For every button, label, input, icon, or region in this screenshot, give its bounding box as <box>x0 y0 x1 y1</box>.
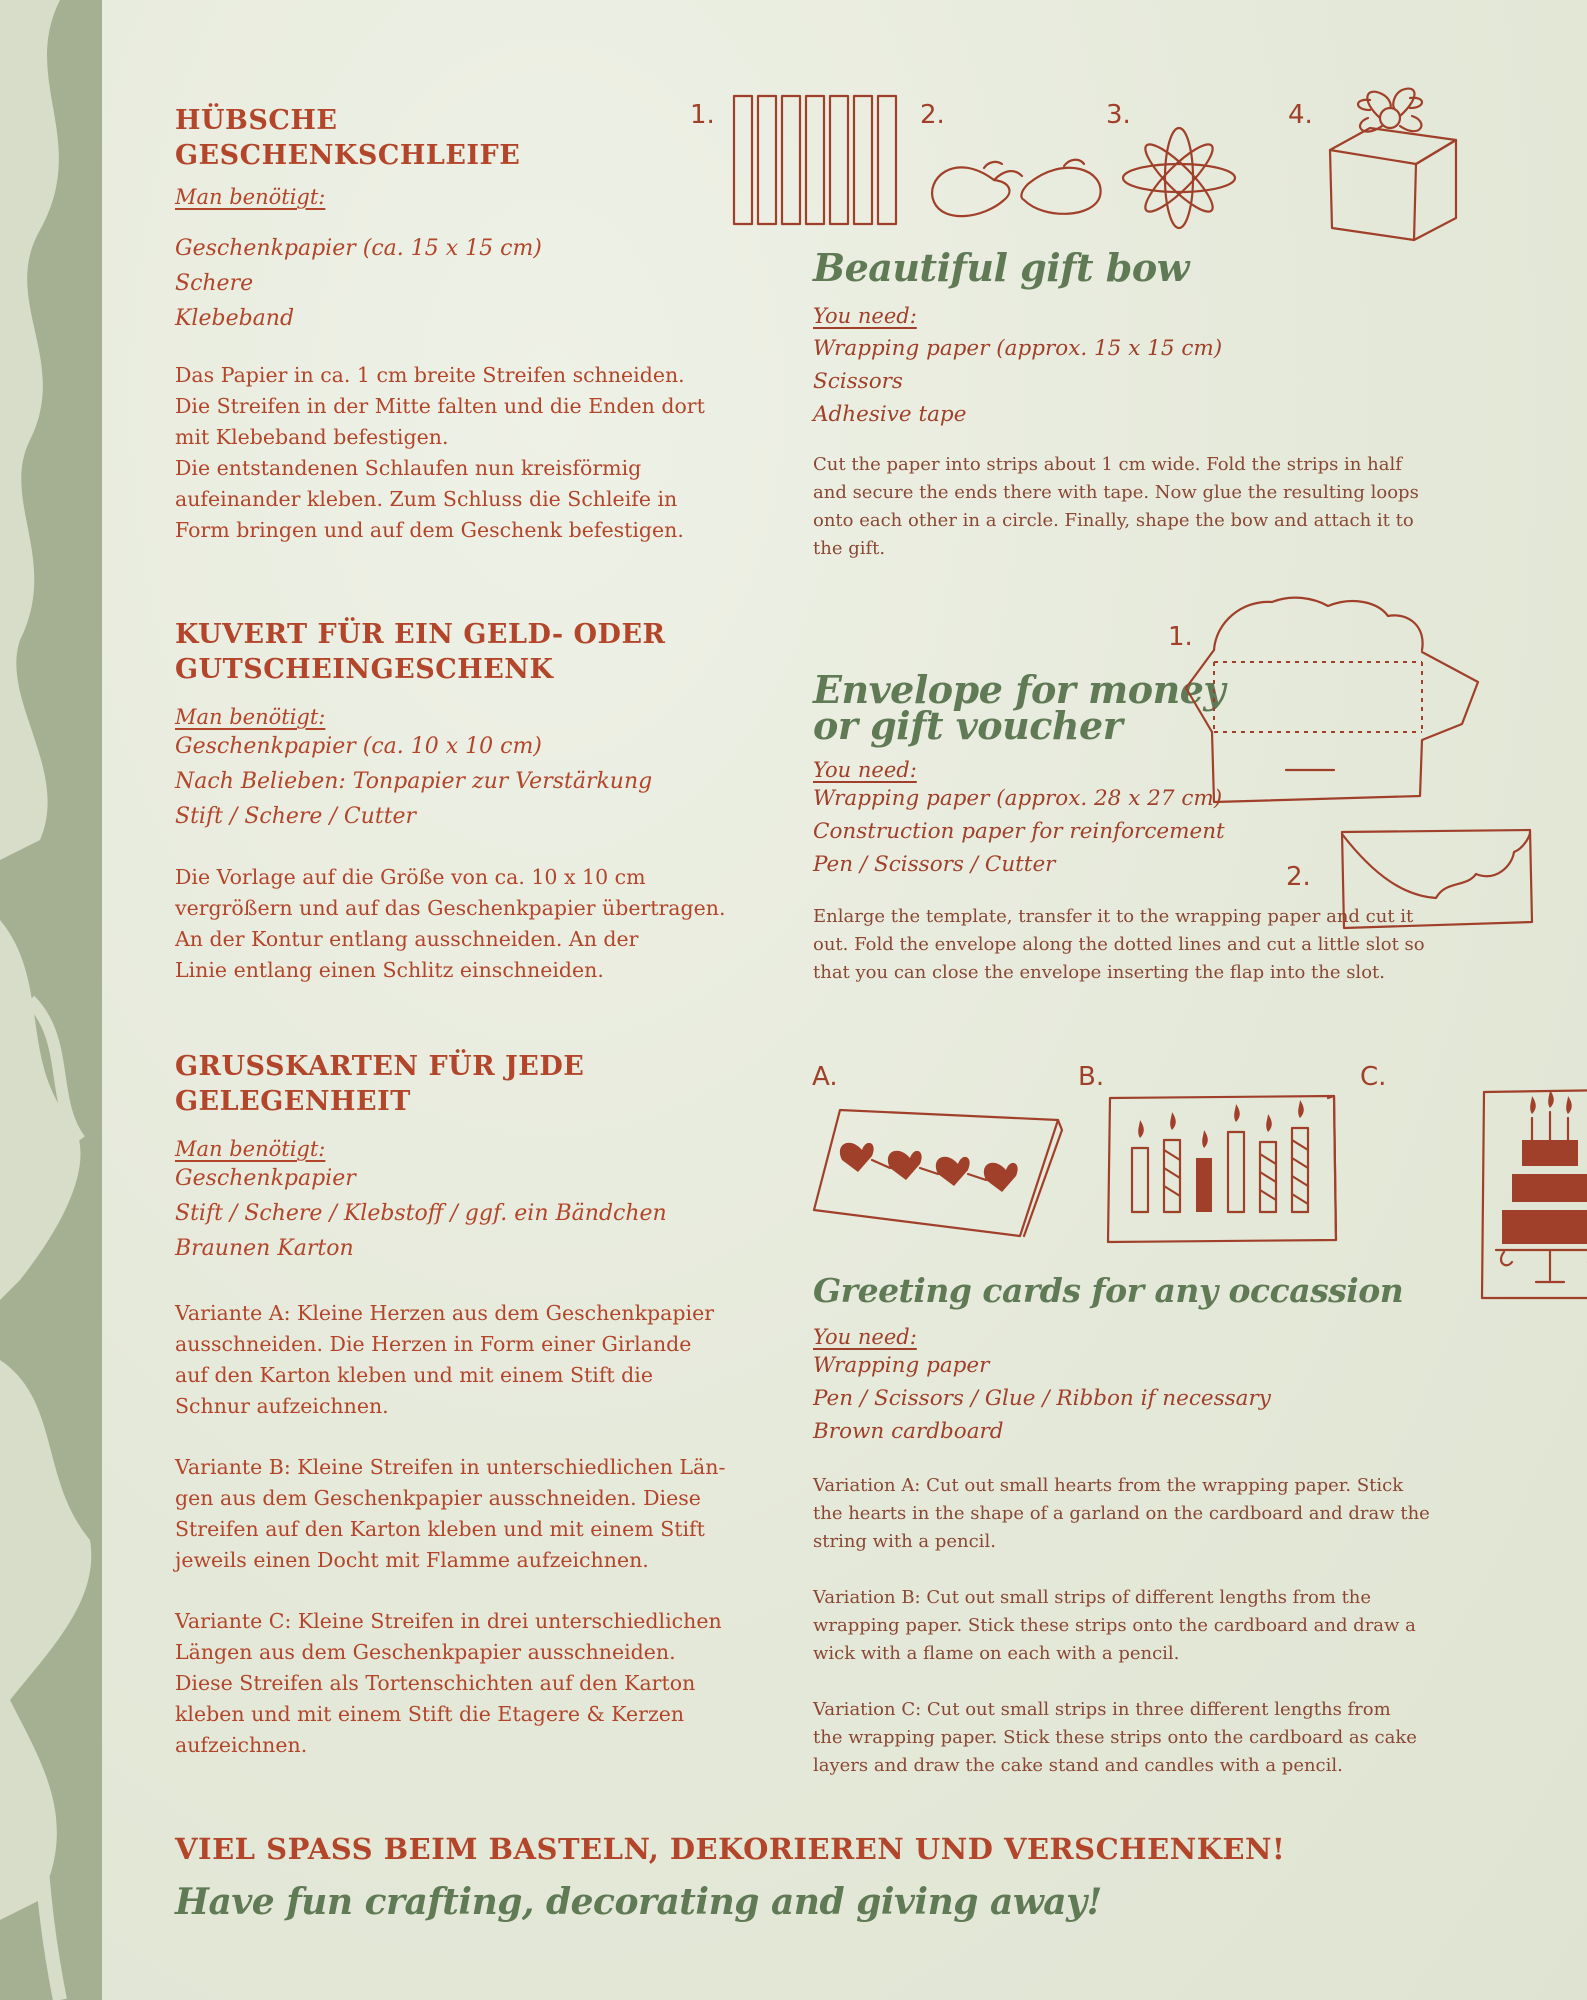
footer-english: Have fun crafting, decorating and giving away! <box>175 1881 1102 1923</box>
de-cards-materials: Geschenkpapier Stift / Schere / Klebstoff / ggf. ein Bändchen Braunen Karton <box>175 1166 667 1261</box>
footer-german: VIEL SPASS BEIM BASTELN, DEKORIEREN UND VERSCHENKEN! <box>175 1832 1286 1866</box>
envelope-template-icon <box>1182 592 1502 810</box>
en-envelope-title: Envelope for money or gift voucher <box>813 667 1225 748</box>
en-bow-instructions: Cut the paper into strips about 1 cm wide. Fold the strips in half and secure the ends there with tape. Now glue the resulting loops onto each other in a circle. Finally, shape the bow and attach it to the gift. <box>813 454 1419 559</box>
bow-step-4-number: 4. <box>1288 100 1313 130</box>
en-cards-section <box>813 1273 1430 1780</box>
de-cards-variant-b: Variante B: Kleine Streifen in unterschiedlichen Län- gen aus dem Geschenkpapier ausschneiden. Diese Streifen auf den Karton kleben und mit einem Stift jeweils einen Docht mit Flamme aufzeichnen. <box>175 1455 726 1572</box>
en-bow-label: You need: <box>813 304 917 328</box>
card-b-label: B. <box>1078 1062 1105 1092</box>
en-cards-variation-a: Variation A: Cut out small hearts from the wrapping paper. Stick the hearts in the shape of a garland on the cardboard and draw the string with a pencil. <box>813 1475 1430 1552</box>
paper-strips-icon <box>730 90 900 230</box>
de-cards-variant-c: Variante C: Kleine Streifen in drei unterschiedlichen Längen aus dem Geschenkpapier ausschneiden. Diese Streifen als Tortenschichten auf den Karton kleben und mit einem Stift die Etagere & Kerzen aufzeichnen. <box>175 1609 722 1757</box>
bow-step-3-number: 3. <box>1106 100 1131 130</box>
de-cards-section <box>175 1049 725 1761</box>
heart-garland-card-icon <box>810 1090 1070 1240</box>
decorative-pattern-stripe <box>0 0 102 2000</box>
bow-step-1-number: 1. <box>690 100 715 130</box>
en-cards-materials: Wrapping paper Pen / Scissors / Glue / Ribbon if necessary Brown cardboard <box>813 1353 1271 1444</box>
de-bow-label: Man benötigt: <box>175 185 326 209</box>
en-cards-variation-c: Variation C: Cut out small strips in three different lengths from the wrapping paper. Stick these strips onto the cardboard as cake layers and draw the cake stand and candles with a pencil. <box>813 1699 1417 1776</box>
cake-card-icon <box>1476 1084 1587 1304</box>
star-bow-icon <box>1114 118 1244 238</box>
envelope-step-2-number: 2. <box>1286 862 1311 892</box>
de-envelope-label: Man benötigt: <box>175 705 326 729</box>
de-bow-section <box>175 103 705 546</box>
de-cards-title: GRUSSKARTEN FÜR JEDE GELEGENHEIT <box>175 1051 585 1117</box>
en-cards-variation-b: Variation B: Cut out small strips of different lengths from the wrapping paper. Stick these strips onto the cardboard and draw a wick with a flame on each with a pencil. <box>813 1587 1416 1664</box>
bow-step-2-number: 2. <box>920 100 945 130</box>
card-c-label: C. <box>1360 1062 1387 1092</box>
instructions-page <box>102 0 1587 2000</box>
en-envelope-materials: Wrapping paper (approx. 28 x 27 cm) Construction paper for reinforcement Pen / Scissors / Cutter <box>813 786 1225 877</box>
de-bow-materials: Geschenkpapier (ca. 15 x 15 cm) Schere Klebeband <box>175 236 542 331</box>
en-bow-section <box>813 245 1419 563</box>
en-cards-title: Greeting cards for any occassion <box>813 1271 1404 1310</box>
de-envelope-materials: Geschenkpapier (ca. 10 x 10 cm) Nach Belieben: Tonpapier zur Verstärkung Stift / Schere / Cutter <box>175 734 653 829</box>
envelope-step-1-number: 1. <box>1168 622 1193 652</box>
de-bow-title: HÜBSCHE GESCHENKSCHLEIFE <box>175 105 521 171</box>
candles-card-icon <box>1102 1088 1342 1248</box>
de-bow-instructions: Das Papier in ca. 1 cm breite Streifen schneiden. Die Streifen in der Mitte falten und die Enden dort mit Klebeband befestigen. Die entstandenen Schlaufen nun kreisförmig aufeinander kleben. Zum Schluss die Schleife in Form bringen und auf dem Geschenk befestigen. <box>175 363 705 542</box>
card-a-label: A. <box>812 1062 838 1092</box>
en-bow-title: Beautiful gift bow <box>813 245 1189 290</box>
de-cards-label: Man benötigt: <box>175 1137 326 1161</box>
en-envelope-instructions: Enlarge the template, transfer it to the wrapping paper and cut it out. Fold the envelope along the dotted lines and cut a little slot so that you can close the envelope inserting the flap into the slot. <box>813 906 1425 983</box>
folded-loops-icon <box>924 140 1104 230</box>
de-envelope-instructions: Die Vorlage auf die Größe von ca. 10 x 10 cm vergrößern und auf das Geschenkpapier übertragen. An der Kontur entlang ausschneiden. An der Linie entlang einen Schlitz einschneiden. <box>175 865 726 982</box>
en-bow-materials: Wrapping paper (approx. 15 x 15 cm) Scissors Adhesive tape <box>813 336 1223 427</box>
closed-envelope-icon <box>1336 818 1536 938</box>
de-envelope-section <box>175 617 726 986</box>
gift-box-icon <box>1310 80 1470 245</box>
en-cards-label: You need: <box>813 1325 917 1349</box>
de-cards-variant-a: Variante A: Kleine Herzen aus dem Geschenkpapier ausschneiden. Die Herzen in Form einer Girlande auf den Karton kleben und mit einem Stift die Schnur aufzeichnen. <box>175 1301 715 1418</box>
en-envelope-label: You need: <box>813 758 917 782</box>
de-envelope-title: KUVERT FÜR EIN GELD- ODER GUTSCHEINGESCHENK <box>175 619 666 685</box>
